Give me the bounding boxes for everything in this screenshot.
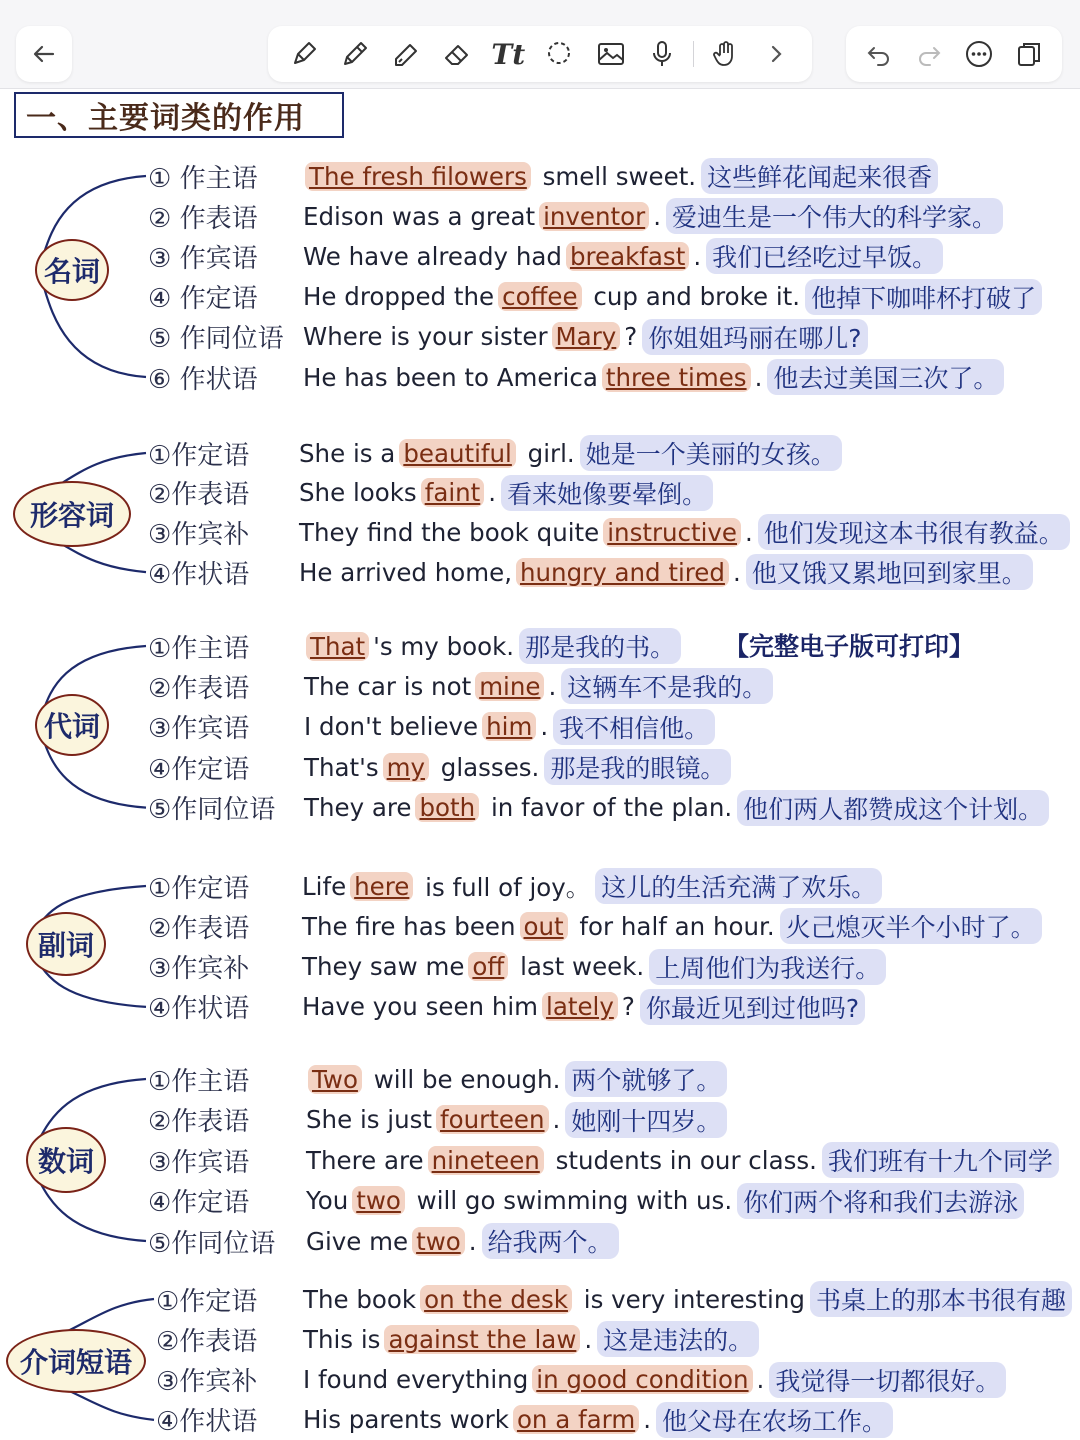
chinese-translation: 他们两人都赞成这个计划。 [737,790,1049,826]
chinese-translation: 那是我的书。 [519,628,681,664]
chinese-translation: 这儿的生活充满了欢乐。 [595,868,882,904]
example-row [148,357,1076,397]
role-label: ②作表语 [148,480,250,511]
sentence-text: glasses. [433,752,540,782]
highlighted-word: lately [542,992,618,1021]
example-sentence [301,949,886,985]
sentence-text: . [653,201,661,231]
highlighted-word: breakfast [566,242,689,271]
sentence-text: is full of joy。 [417,872,591,902]
sentence-text: I don't believe [304,712,479,742]
action-tools [846,26,1062,82]
example-sentence [302,279,1042,315]
example-row [148,1100,1076,1140]
example-row [148,277,1076,317]
role-label: ④ 作定语 [148,284,258,315]
example-row [148,512,1076,552]
example-row [156,1279,1076,1319]
sentence-text: Edison was a great [303,201,536,231]
chinese-translation: 书桌上的那本书很有趣 [810,1281,1072,1317]
eraser-icon[interactable] [437,34,477,74]
highlighted-word: Mary [552,322,621,351]
chinese-translation: 他们发现这本书很有教益。 [758,514,1070,550]
example-row [148,747,1076,787]
category-label [35,694,109,756]
toolbar-divider [693,41,694,67]
sentence-text: . [756,1365,765,1395]
highlighted-word: That [306,632,369,661]
section-heading [14,92,344,138]
printable-note: 【完整电子版可打印】 [724,632,975,661]
role-label: ①作主语 [148,633,250,664]
example-row [148,906,1076,946]
highlighted-word: inventor [539,202,649,231]
sentence-text: They are [304,793,412,823]
highlighted-word: The fresh filowers [305,162,531,191]
redo-icon[interactable] [909,34,949,74]
chinese-translation: 我觉得一切都很好。 [769,1362,1006,1398]
arrow-left-icon[interactable] [24,34,64,74]
sentence-text: The book [303,1284,417,1314]
highlighted-word: in good condition [532,1365,752,1394]
category-label [26,1127,106,1193]
chinese-translation: 两个就够了。 [565,1061,727,1097]
sentence-text: will be enough. [365,1064,561,1094]
highlighted-word: out [520,912,568,941]
chinese-translation: 他掉下咖啡杯打破了 [805,279,1042,315]
example-sentence [302,359,1004,395]
sentence-text: We have already had [303,241,562,271]
category-label [6,1329,146,1393]
role-label: ② 作表语 [148,203,258,234]
sentence-text: This is [303,1324,381,1354]
example-sentence [305,1061,727,1097]
pages-icon[interactable] [1009,34,1049,74]
highlighted-word: Two [308,1065,362,1094]
example-sentence [302,238,943,274]
example-row [148,866,1076,906]
example-row [148,788,1076,828]
sentence-text: They saw me [302,952,465,982]
sentence-text: . [548,671,557,701]
sentence-text: I found everything [303,1365,529,1395]
role-label: ②作表语 [148,673,250,704]
category-text: 名词 [43,255,100,288]
chinese-translation: 这辆车不是我的。 [561,668,773,704]
category-text: 形容词 [29,499,114,532]
example-row [148,1181,1076,1221]
sentence-text: . [745,517,753,547]
chinese-translation: 她刚十四岁。 [565,1102,727,1138]
chinese-translation: 我们班有十九个同学 [822,1142,1059,1178]
role-label: ④作定语 [148,1188,250,1218]
sentence-text: Where is your sister [303,322,548,352]
sentence-text: for half an hour. [571,911,775,941]
example-row [156,1400,1076,1440]
category-label [35,239,109,301]
highlighted-word: against the law [384,1325,580,1354]
example-sentence [298,435,842,471]
sentence-text: . [468,1226,477,1256]
example-sentence [305,1223,619,1259]
top-toolbar [0,0,1080,89]
example-sentence [298,514,1070,550]
role-label: ③ 作宾语 [148,243,258,274]
heading-text: 一、主要词类的作用 [26,101,305,136]
highlighted-word: here [350,872,413,901]
chinese-translation: 你最近见到过他吗? [640,989,865,1025]
sentence-text: . [693,241,702,271]
highlighted-word: on a farm [513,1405,639,1434]
example-sentence [305,1142,1059,1178]
example-sentence [301,868,882,904]
chinese-translation: 爱迪生是一个伟大的科学家。 [666,198,1003,234]
chinese-translation: 看来她像要晕倒。 [501,475,713,511]
example-row [148,473,1076,513]
sentence-text: is very interesting [575,1284,805,1314]
role-label: ④作状语 [148,994,250,1025]
sentence-text: girl. [519,438,575,468]
chinese-translation: 她是一个美丽的女孩。 [580,435,842,471]
role-label: ④作状语 [148,559,250,590]
example-sentence [305,1102,727,1138]
sentence-text: He dropped the [303,282,495,312]
highlighted-word: faint [421,478,485,507]
example-sentence [298,475,713,511]
sentence-text: . [754,362,763,392]
category-label [13,481,131,547]
pencil-icon[interactable] [335,34,375,74]
highlighted-word: two [412,1227,465,1256]
example-row [148,196,1076,236]
highlighted-word: off [468,952,508,981]
role-label: ⑤ 作同位语 [148,324,284,355]
highlighter-icon[interactable] [386,34,426,74]
example-sentence [301,989,865,1025]
role-label: ②作表语 [148,1107,250,1137]
category-text: 代词 [43,710,100,743]
example-row [156,1319,1076,1359]
highlighted-word: three times [602,363,751,392]
sentence-text: . [540,712,549,742]
sentence-text: . [552,1105,561,1134]
sentence-text: students in our class. [547,1145,817,1175]
chinese-translation: 你们两个将和我们去游泳 [737,1183,1024,1219]
sentence-text: last week. [512,952,645,982]
role-label: ④作定语 [148,754,250,785]
chinese-translation: 那是我的眼镜。 [544,749,731,785]
sentence-text: She is just [306,1105,433,1134]
role-label: ①作定语 [148,873,250,904]
highlighted-word: two [352,1186,405,1215]
text-tool-icon[interactable]: Tt [491,37,526,71]
sentence-text: in favor of the plan. [483,793,733,823]
chinese-translation: 我不相信他。 [553,709,715,745]
microphone-icon[interactable] [642,34,682,74]
sentence-text: Have you seen him [302,992,539,1022]
role-label: ⑤作同位语 [148,1228,276,1259]
chinese-translation: 这是违法的。 [597,1321,759,1357]
sentence-text: Life [302,871,347,901]
example-row [148,666,1076,706]
sentence-text: . [488,478,497,508]
chevron-right-icon[interactable] [756,34,796,74]
highlighted-word: fourteen [436,1105,549,1134]
role-label: ③作宾语 [148,1147,250,1178]
role-label: ①作主语 [148,1066,250,1097]
pen-icon[interactable] [284,34,324,74]
sentence-text: . [732,557,741,587]
example-sentence [301,908,1042,944]
example-sentence [305,1183,1024,1219]
example-sentence [302,1281,1072,1317]
chinese-translation: 他去过美国三次了。 [767,359,1004,395]
sentence-text: ? [624,322,638,352]
example-sentence [303,668,773,704]
chinese-translation: 给我两个。 [482,1223,619,1259]
sentence-text: smell sweet. [534,161,697,191]
example-sentence [302,198,1003,234]
touch-hand-icon[interactable] [705,34,745,74]
image-icon[interactable] [591,34,631,74]
role-label: ③作宾语 [148,714,250,745]
highlighted-word: mine [475,672,544,701]
example-row [148,433,1076,473]
sentence-text: She looks [299,478,417,508]
highlighted-word: coffee [498,282,582,311]
chinese-translation: 这些鲜花闻起来很香 [701,158,938,194]
role-label: ③作宾补 [148,519,250,550]
example-row [148,987,1076,1027]
sentence-text: She is a [299,438,396,468]
sentence-text: The car is not [304,671,472,701]
sentence-text: There are [306,1145,424,1175]
more-icon[interactable] [959,34,999,74]
sentence-text: His parents work [303,1405,509,1435]
sentence-text: ? [621,992,635,1022]
category-label [26,912,106,976]
highlighted-word: hungry and tired [516,558,729,587]
example-row [148,1140,1076,1180]
example-sentence [298,554,1033,590]
example-row [148,947,1076,987]
role-label: ④作状语 [156,1407,258,1438]
chinese-translation: 你姐姐玛丽在哪儿? [642,319,867,355]
example-sentence [303,628,681,664]
lasso-icon[interactable] [539,34,579,74]
chinese-translation: 上周他们为我送行。 [649,949,886,985]
sentence-text: He has been to America [303,362,598,392]
role-label: ③作宾补 [148,954,250,985]
example-sentence [303,709,715,745]
example-sentence [302,158,938,194]
sentence-text: Give me [306,1226,409,1256]
example-row [148,1221,1076,1261]
role-label: ① 作主语 [148,163,258,194]
example-row [148,1059,1076,1099]
example-sentence [302,1321,759,1357]
category-text: 数词 [37,1145,94,1178]
sentence-text: . [584,1324,593,1354]
chinese-translation: 他父母在农场工作。 [656,1402,893,1438]
chinese-translation: 我们已经吃过早饭。 [706,238,943,274]
highlighted-word: on the desk [420,1285,572,1314]
sentence-text: cup and broke it. [585,282,801,312]
role-label: ②作表语 [148,913,250,944]
example-sentence [302,1362,1006,1398]
sentence-text: They find the book quite [299,517,600,547]
highlighted-word: instructive [603,518,741,547]
example-row [148,317,1076,357]
sentence-text: You [306,1186,349,1215]
undo-icon[interactable] [859,34,899,74]
drawing-tools [268,26,812,82]
highlighted-word: my [383,753,429,782]
sentence-text: The fire has been [302,911,516,941]
example-row [148,552,1076,592]
highlighted-word: beautiful [399,439,516,468]
example-row [148,156,1076,196]
sentence-text: 's my book. [373,631,515,661]
chinese-translation: 他又饿又累地回到家里。 [746,554,1033,590]
back-button[interactable] [16,26,72,82]
role-label: ③作宾补 [156,1367,258,1398]
role-label: ①作定语 [148,440,250,471]
sentence-text: He arrived home, [299,557,512,587]
chinese-translation: 火己熄灭半个小时了。 [780,908,1042,944]
sentence-text: . [643,1405,651,1435]
category-text: 介词短语 [19,1346,132,1379]
role-label: ⑤作同位语 [148,795,276,826]
role-label: ⑥ 作状语 [148,364,258,395]
example-row [156,1360,1076,1400]
category-text: 副词 [37,929,94,962]
highlighted-word: nineteen [428,1146,544,1175]
example-sentence [303,790,1049,826]
example-sentence [302,1402,893,1438]
highlighted-word: both [415,793,479,822]
sentence-text: will go swimming with us. [408,1186,733,1215]
highlighted-word: him [482,712,536,741]
example-row [148,236,1076,276]
example-sentence [303,749,731,785]
example-sentence [302,319,868,355]
sentence-text: That's [304,752,379,782]
role-label: ②作表语 [156,1326,258,1357]
role-label: ①作定语 [156,1286,258,1317]
example-row [148,707,1076,747]
